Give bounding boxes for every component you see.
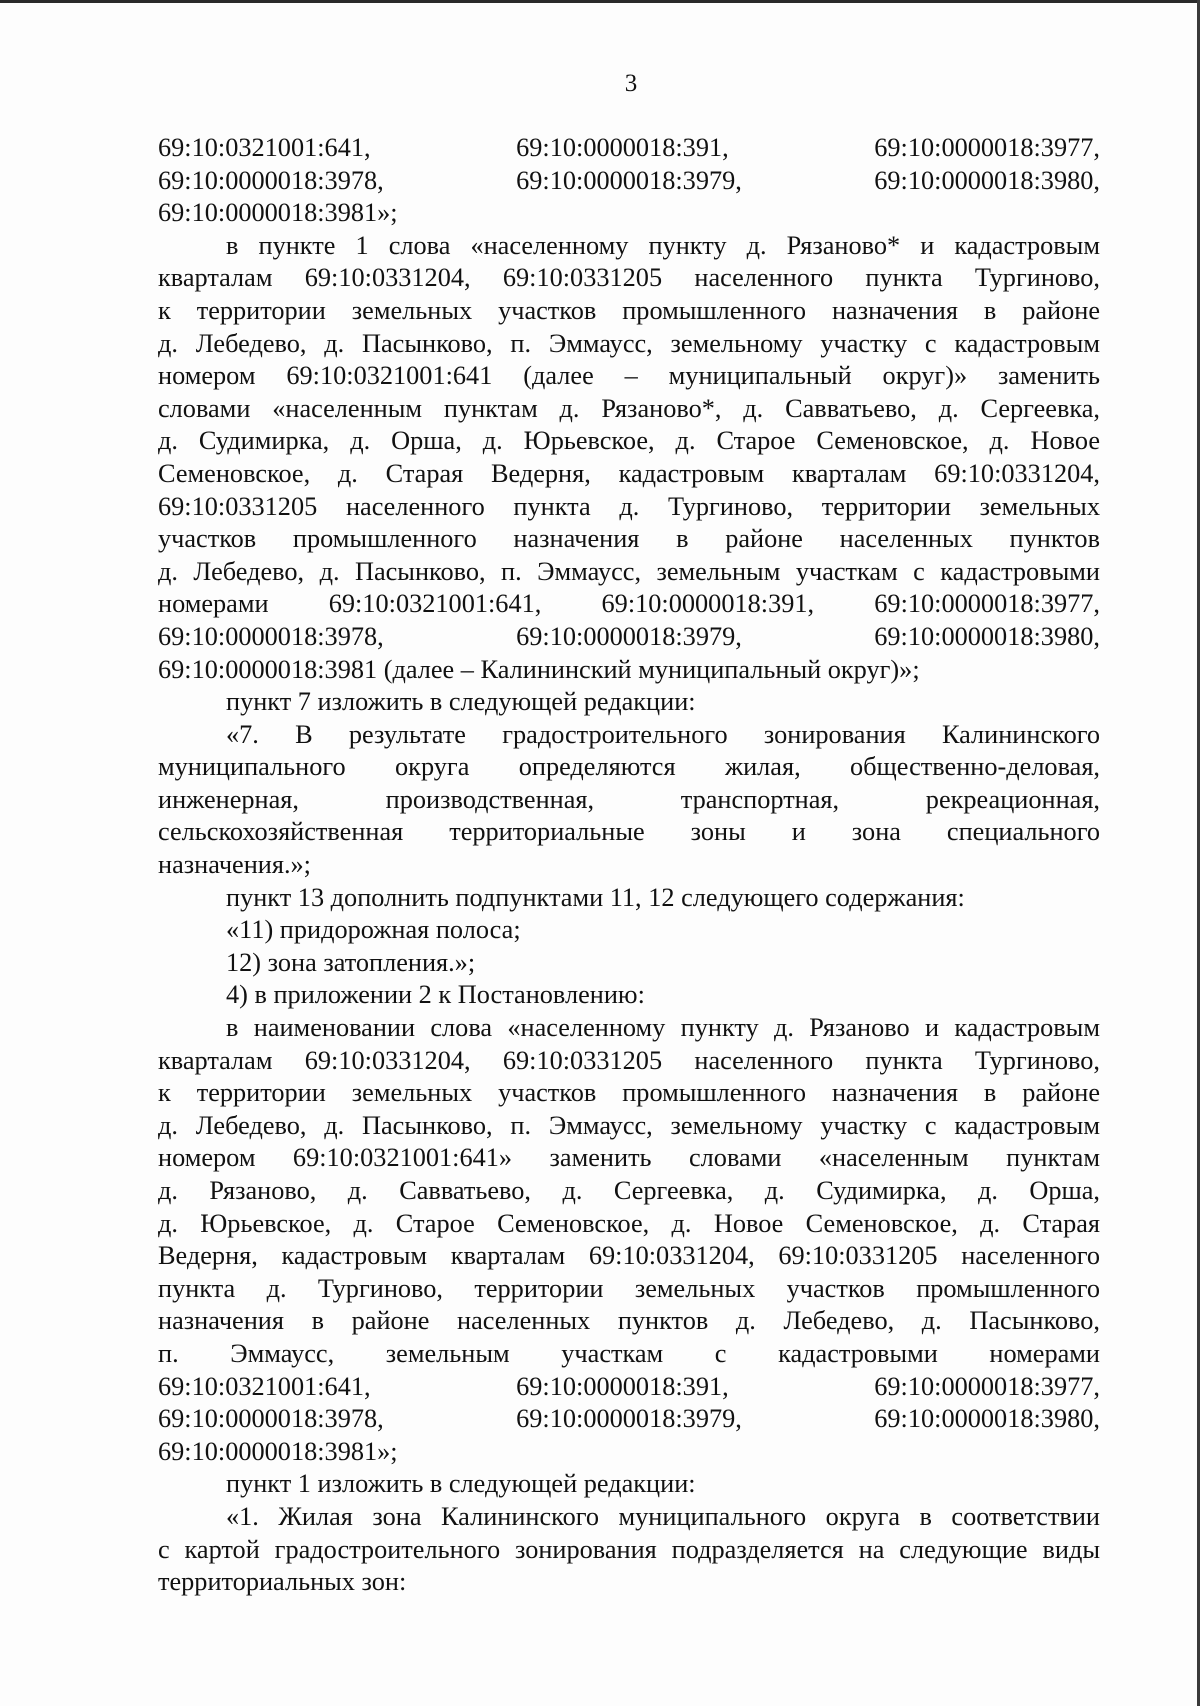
text-line: с картой градостроительного зонирования подразделяется на следующие виды [158,1534,1100,1564]
cadastral-row [158,1371,1100,1404]
cadastral-number: 69:10:0000018:3979, [516,1404,742,1434]
paragraph-first-line: 12) зона затопления.»; [226,947,476,977]
paragraph-first-line: пункт 13 дополнить подпунктами 11, 12 следующего содержания: [226,882,965,912]
text-line: назначения.»; [158,850,311,880]
cadastral-number: 69:10:0000018:3977, [874,1371,1100,1401]
text-line: кварталам 69:10:0331204, 69:10:0331205 населенного пункта Тургиново, [158,263,1100,293]
text-line: словами «населенным пунктам д. Рязаново*, д. Савватьево, д. Сергеевка, [158,393,1100,423]
text-line: номерами 69:10:0321001:641, 69:10:0000018:391, 69:10:0000018:3977, [158,589,1100,619]
text-line: 69:10:0000018:3981»; [158,1436,398,1466]
paragraph-first-line: «11) придорожная полоса; [226,915,521,945]
text-line: д. Лебедево, д. Пасынково, п. Эммаусс, земельному участку с кадастровым [158,1110,1100,1140]
paragraph-first-line: «1. Жилая зона Калининского муниципального округа в соответствии [226,1501,1100,1531]
text-line: участков промышленного назначения в районе населенных пунктов [158,524,1100,554]
text-line: Семеновское, д. Старая Ведерня, кадастровым кварталам 69:10:0331204, [158,458,1100,488]
cadastral-number: 69:10:0000018:3980, [874,165,1100,195]
paragraph-first-line: 4) в приложении 2 к Постановлению: [226,980,645,1010]
cadastral-number: 69:10:0000018:391, [516,133,729,162]
cadastral-number: 69:10:0000018:3978, [158,1404,384,1434]
text-line: номером 69:10:0321001:641 (далее – муниципальный округ)» заменить [158,361,1100,391]
paragraph-first-line: пункт 1 изложить в следующей редакции: [226,1469,696,1499]
cadastral-number: 69:10:0000018:3978, [158,165,384,195]
cadastral-number: 69:10:0000018:3980, [874,1404,1100,1434]
text-line: д. Судимирка, д. Орша, д. Юрьевское, д. Старое Семеновское, д. Новое [158,426,1100,456]
text-line: 69:10:0331205 населенного пункта д. Тургиново, территории земельных [158,491,1100,521]
document-body [158,132,1100,1599]
text-line: 69:10:0000018:3981»; [158,198,398,228]
cadastral-row [158,1403,1100,1436]
text-line: к территории земельных участков промышленного назначения в районе [158,295,1100,325]
text-line: пункта д. Тургиново, территории земельных участков промышленного [158,1273,1100,1303]
cadastral-number: 69:10:0321001:641, [158,133,371,162]
text-line: д. Рязаново, д. Савватьево, д. Сергеевка, д. Судимирка, д. Орша, [158,1176,1100,1205]
paragraph-first-line: «7. В результате градостроительного зонирования Калининского [226,719,1100,749]
cadastral-row [158,621,1100,654]
paragraph-first-line: в наименовании слова «населенному пункту д. Рязаново и кадастровым [226,1013,1100,1043]
text-line: Ведерня, кадастровым кварталам 69:10:0331204, 69:10:0331205 населенного [158,1241,1100,1271]
text-line: сельскохозяйственная территориальные зоны и зона специального [158,817,1100,847]
text-line: 69:10:0000018:3981 (далее – Калининский муниципальный округ)»; [158,654,920,684]
text-line: номером 69:10:0321001:641» заменить словами «населенным пунктам [158,1143,1100,1173]
scan-border-top [0,0,1200,3]
cadastral-number: 69:10:0321001:641, [158,1371,371,1401]
cadastral-number: 69:10:0000018:3980, [874,621,1100,651]
text-line: территориальных зон: [158,1567,407,1597]
text-line: д. Лебедево, д. Пасынково, п. Эммаусс, земельному участку с кадастровым [158,328,1100,358]
text-line: назначения в районе населенных пунктов д. Лебедево, д. Пасынково, [158,1306,1100,1336]
text-line: д. Лебедево, д. Пасынково, п. Эммаусс, земельным участкам с кадастровыми [158,556,1100,586]
paragraph-first-line: в пункте 1 слова «населенному пункту д. Рязаново* и кадастровым [226,230,1100,260]
page-number: 3 [624,70,638,97]
text-line: п. Эммаусс, земельным участкам с кадастровыми номерами [158,1338,1100,1368]
text-line: к территории земельных участков промышленного назначения в районе [158,1078,1100,1108]
cadastral-number: 69:10:0000018:3979, [516,165,742,195]
paragraph-first-line: пункт 7 изложить в следующей редакции: [226,687,696,717]
cadastral-row [158,165,1100,198]
text-line: муниципального округа определяются жилая, общественно-деловая, [158,752,1100,782]
cadastral-row [158,132,1100,165]
text-line: кварталам 69:10:0331204, 69:10:0331205 населенного пункта Тургиново, [158,1045,1100,1075]
cadastral-number: 69:10:0000018:3979, [516,621,742,651]
cadastral-number: 69:10:0000018:3977, [874,133,1100,162]
text-line: д. Юрьевское, д. Старое Семеновское, д. Новое Семеновское, д. Старая [158,1208,1100,1238]
cadastral-number: 69:10:0000018:391, [516,1371,729,1401]
text-line: инженерная, производственная, транспортная, рекреационная, [158,784,1100,814]
cadastral-number: 69:10:0000018:3978, [158,621,384,651]
